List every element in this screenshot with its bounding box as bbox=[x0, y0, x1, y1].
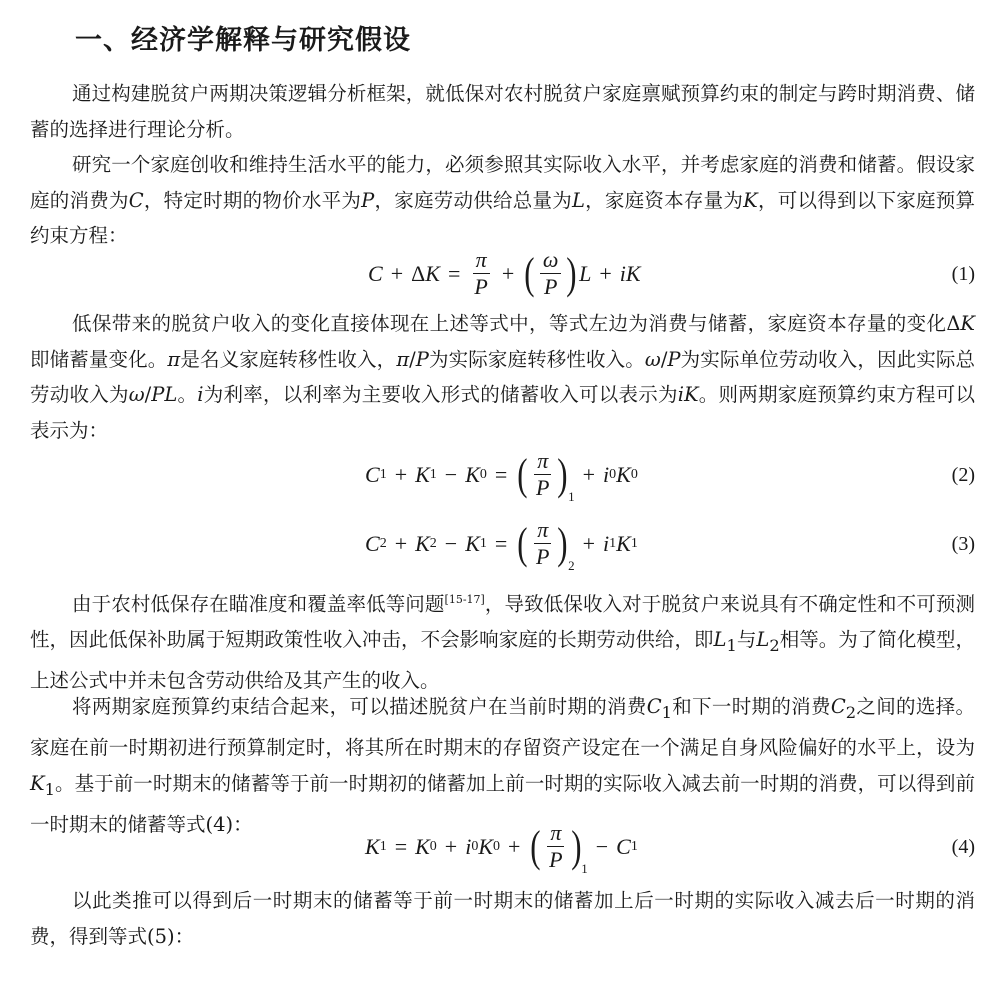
equation-2-body: C 1 + K 1 − K 0 = ( $\frac{\pi}{P}$ ) 1 + i 0 K 0 bbox=[365, 448, 638, 504]
equation-3 bbox=[0, 517, 1000, 577]
equation-1-number: (1) bbox=[951, 263, 975, 285]
paragraph-2: 研究一个家庭创收和维持生活水平的能力，必须参照其实际收入水平，并考虑家庭的消费和储蓄。假设家庭的消费为C，特定时期的物价水平为P，家庭劳动供给总量为L，家庭资本存量为K，可以得到以下家庭预算约束方程： bbox=[30, 153, 975, 247]
paragraph-4: 由于农村低保存在瞄准度和覆盖率低等问题[15-17]，导致低保收入对于脱贫户来说具有不确定性和不可预测性，因此低保补助属于短期政策性收入冲击，不会影响家庭的长期劳动供给，即$L_1$与$L_2$相等。为了简化模型，上述公式中并未包含劳动供给及其产生的收入。 bbox=[30, 592, 975, 693]
equation-2-number: (2) bbox=[951, 464, 975, 486]
equation-4-number: (4) bbox=[951, 836, 975, 858]
paragraph-1: 通过构建脱贫户两期决策逻辑分析框架，就低保对农村脱贫户家庭禀赋预算约束的制定与跨时期消费、储蓄的选择进行理论分析。 bbox=[30, 82, 975, 141]
equation-4 bbox=[0, 820, 1000, 880]
paragraph-3: 低保带来的脱贫户收入的变化直接体现在上述等式中，等式左边为消费与储蓄，家庭资本存量的变化ΔK即储蓄量变化。π是名义家庭转移性收入，π/P为实际家庭转移性收入。ω/P为实际单位劳动收入，因此实际总劳动收入为ω/PL。i为利率，以利率为主要收入形式的储蓄收入可以表示为iK。则两期家庭预算约束方程可以表示为： bbox=[30, 312, 975, 442]
equation-4-body: K 1 = K 0 + i 0 K 0 + ( $\frac{\pi}{P}$ ) 1 − C 1 bbox=[365, 820, 638, 876]
equation-3-body: C 2 + K 2 − K 1 = ( $\frac{\pi}{P}$ ) 2 + i 1 K 1 bbox=[365, 517, 638, 573]
equation-1 bbox=[0, 247, 1000, 307]
section-heading: 一、经济学解释与研究假设 bbox=[75, 25, 411, 56]
paragraph-6: 以此类推可以得到后一时期末的储蓄等于前一时期末的储蓄加上后一时期的实际收入减去后一时期的消费，得到等式(5)： bbox=[30, 889, 975, 948]
paragraph-5: 将两期家庭预算约束结合起来，可以描述脱贫户在当前时期的消费$C_1$和下一时期的消费$C_2$之间的选择。家庭在前一时期初进行预算制定时，将其所在时期末的存留资产设定在一个满足自身风险偏好的水平上，设为$K_1$。基于前一时期末的储蓄等于前一时期初的储蓄加上前一时期的实际收入减去前一时期的消费，可以得到前一时期末的储蓄等式(4)： bbox=[30, 695, 975, 837]
equation-1-body: C + Δ K = $\frac{\pi}{P}$ + ( $\frac{\omega}{P}$ ) L + iK bbox=[368, 247, 641, 299]
equation-3-number: (3) bbox=[951, 533, 975, 555]
equation-2 bbox=[0, 448, 1000, 508]
